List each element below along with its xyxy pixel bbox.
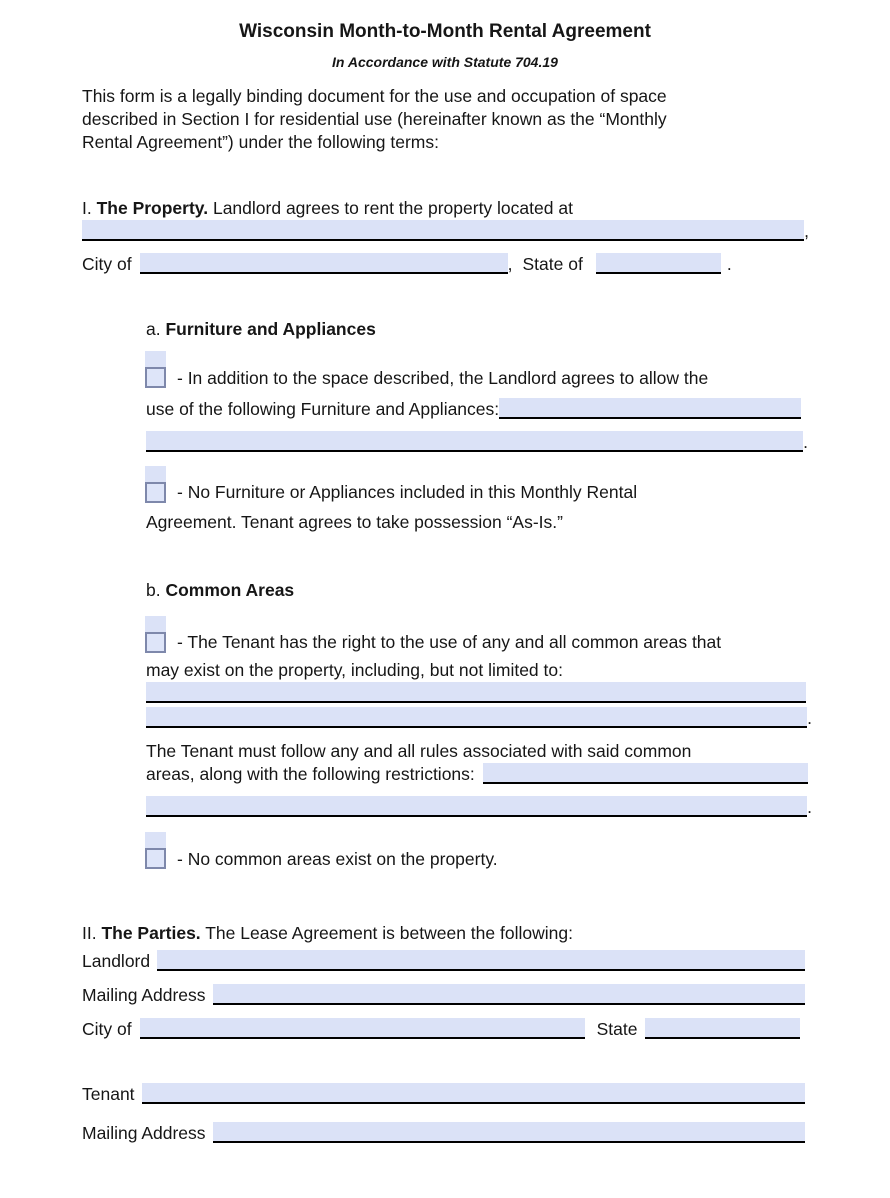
page-title: Wisconsin Month-to-Month Rental Agreement <box>239 21 651 42</box>
section-property-heading <box>82 198 573 219</box>
page-subtitle: In Accordance with Statute 704.19 <box>332 54 558 70</box>
subsection-letter: b. <box>146 580 166 600</box>
section-title: The Property. <box>96 198 209 218</box>
landlord-city-field[interactable] <box>140 1018 585 1039</box>
section-number: II. <box>82 923 102 943</box>
no-common-areas-line: - No common areas exist on the property. <box>177 849 498 869</box>
furniture-included-checkbox[interactable] <box>145 351 166 388</box>
city-of-label: City of <box>82 1019 132 1039</box>
subsection-letter: a. <box>146 319 166 339</box>
subsection-common-areas-heading <box>146 580 294 601</box>
mailing-address-label: Mailing Address <box>82 985 206 1005</box>
restrictions-field-2[interactable] <box>146 796 807 817</box>
checkbox-square-icon <box>145 482 166 503</box>
checkbox-square-icon <box>145 848 166 869</box>
section-parties-heading <box>82 923 573 944</box>
intro-line: described in Section I for residential use (hereinafter known as the “Monthly <box>82 109 667 129</box>
furniture-list-field-2[interactable] <box>146 431 803 452</box>
no-common-areas-checkbox[interactable] <box>145 832 166 869</box>
furniture-option-line: use of the following Furniture and Appliances: <box>146 399 500 419</box>
state-of-label: State of <box>522 254 583 274</box>
checkbox-square-icon <box>145 632 166 653</box>
common-areas-line: - The Tenant has the right to the use of any and all common areas that <box>177 632 722 652</box>
no-furniture-line: - No Furniture or Appliances included in this Monthly Rental <box>177 482 638 502</box>
rules-line: The Tenant must follow any and all rules associated with said common <box>146 741 692 761</box>
intro-line: This form is a legally binding document for the use and occupation of space <box>82 86 667 106</box>
landlord-name-field[interactable] <box>157 950 805 971</box>
common-areas-field-1[interactable] <box>146 682 806 703</box>
city-suffix: , <box>507 254 513 274</box>
restrictions-field[interactable] <box>483 763 808 784</box>
property-state-field[interactable] <box>596 253 721 274</box>
subsection-furniture-heading <box>146 319 376 340</box>
property-city-field[interactable] <box>140 253 508 274</box>
property-address-field[interactable] <box>82 220 804 241</box>
field-suffix: . <box>807 797 812 817</box>
landlord-state-field[interactable] <box>645 1018 800 1039</box>
field-suffix: . <box>807 708 812 728</box>
section-title: The Parties. <box>101 923 201 943</box>
tenant-mailing-address-field[interactable] <box>213 1122 805 1143</box>
state-suffix: . <box>726 254 732 274</box>
section-heading-rest: The Lease Agreement is between the following: <box>200 923 573 943</box>
furniture-list-field[interactable] <box>499 398 801 419</box>
tenant-name-field[interactable] <box>142 1083 805 1104</box>
rules-line: areas, along with the following restrictions: <box>146 764 475 784</box>
tenant-label: Tenant <box>82 1084 135 1104</box>
section-heading-rest: Landlord agrees to rent the property located at <box>208 198 573 218</box>
city-of-label: City of <box>82 254 132 274</box>
address-suffix: , <box>804 221 809 241</box>
common-areas-checkbox[interactable] <box>145 616 166 653</box>
landlord-mailing-address-field[interactable] <box>213 984 805 1005</box>
furniture-option-line: - In addition to the space described, the Landlord agrees to allow the <box>177 368 709 388</box>
common-areas-field-2[interactable] <box>146 707 807 728</box>
field-suffix: . <box>803 432 808 452</box>
subsection-title: Furniture and Appliances <box>165 319 376 339</box>
intro-line: Rental Agreement”) under the following terms: <box>82 132 439 152</box>
common-areas-line: may exist on the property, including, but not limited to: <box>146 660 563 680</box>
no-furniture-checkbox[interactable] <box>145 466 166 503</box>
mailing-address-label: Mailing Address <box>82 1123 206 1143</box>
intro-paragraph <box>82 85 667 154</box>
subsection-title: Common Areas <box>165 580 295 600</box>
section-number: I. <box>82 198 97 218</box>
no-furniture-line: Agreement. Tenant agrees to take possession “As-Is.” <box>146 512 563 532</box>
checkbox-square-icon <box>145 367 166 388</box>
landlord-label: Landlord <box>82 951 151 971</box>
state-label: State <box>596 1019 638 1039</box>
